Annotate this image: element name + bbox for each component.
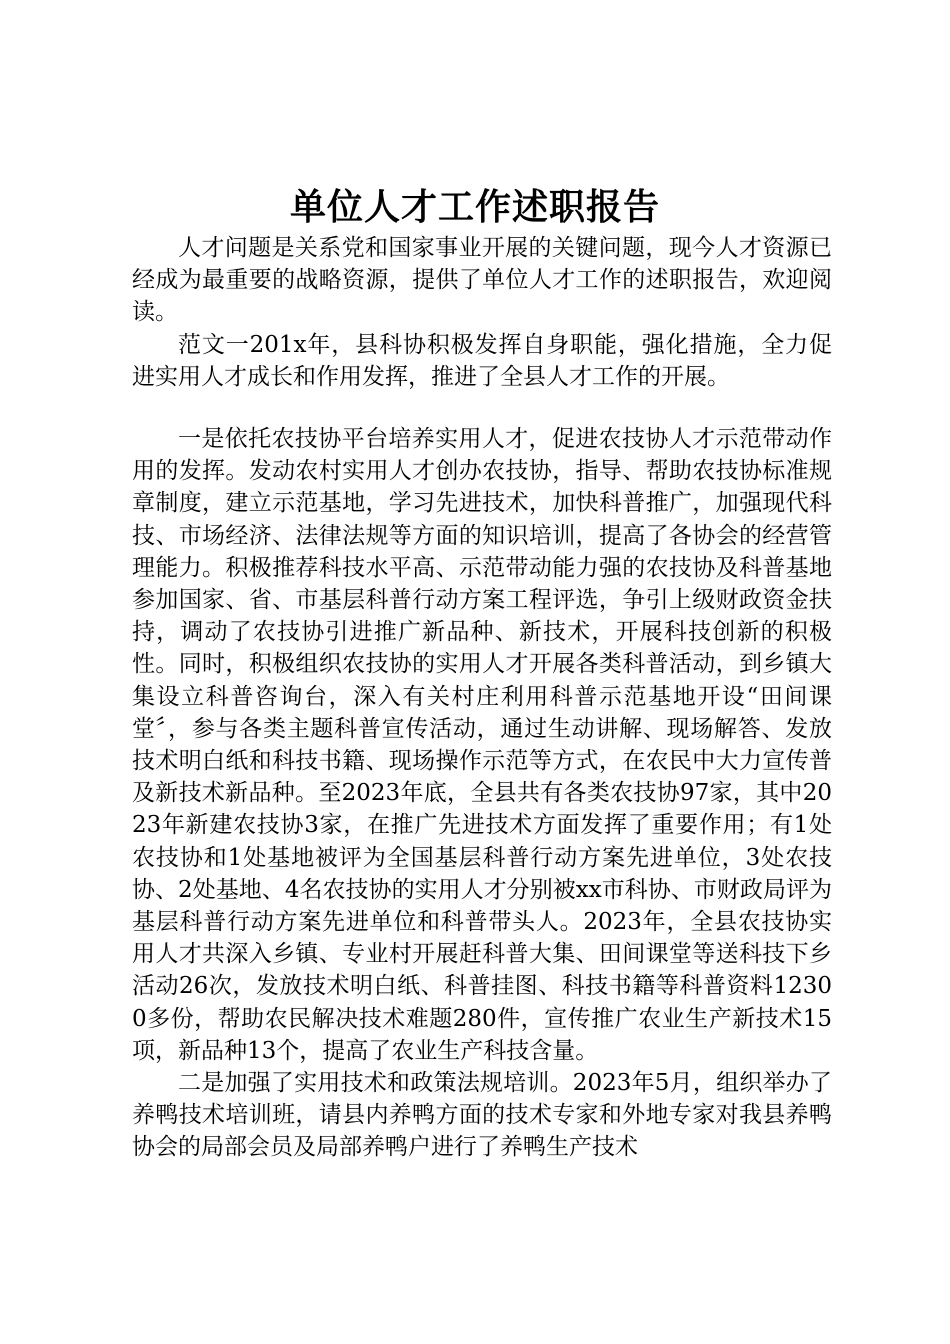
page-title: 单位人才工作述职报告	[289, 186, 660, 228]
summary-paragraph: 范文一201x年，县科协积极发挥自身职能，强化措施，全力促进实用人才成长和作用发挥，推进了全县人才工作的开展。	[132, 331, 832, 390]
document-body	[132, 232, 832, 1164]
section-two-paragraph: 二是加强了实用技术和政策法规培训。2023年5月，组织举办了养鸭技术培训班，请县内养鸭方面的技术专家和外地专家对我县养鸭协会的局部会员及局部养鸭户进行了养鸭生产技术	[132, 1070, 832, 1161]
paragraph-spacer	[132, 393, 832, 423]
section-one-paragraph: 一是依托农技协平台培养实用人才，促进农技协人才示范带动作用的发挥。发动农村实用人才创办农技协，指导、帮助农技协标准规章制度，建立示范基地，学习先进技术，加快科普推广，加强现代科技、市场经济、法律法规等方面的知识培训，提高了各协会的经营管理能力。积极推荐科技水平高、示范带动能力强的农技协及科普基地参加国家、省、市基层科普行动方案工程评选，争引上级财政资金扶持，调动了农技协引进推广新品种、新技术，开展科技创新的积极性。同时，积极组织农技协的实用人才开展各类科普活动，到乡镇大集设立科普咨询台，深入有关村庄利用科普示范基地开设“田间课堂〞，参与各类主题科普宣传活动，通过生动讲解、现场解答、发放技术明白纸和科技书籍、现场操作示范等方式，在农民中大力宣传普及新技术新品种。至2023年底，全县共有各类农技协97家，其中2023年新建农技协3家，在推广先进技术方面发挥了重要作用；有1处农技协和1处基地被评为全国基层科普行动方案先进单位，3处农技协、2处基地、4名农技协的实用人才分别被xx市科协、市财政局评为基层科普行动方案先进单位和科普带头人。2023年，全县农技协实用人才共深入乡镇、专业村开展赶科普大集、田间课堂等送科技下乡活动26次，发放技术明白纸、科普挂图、科技书籍等科普资料12300多份，帮助农民解决技术难题280件，宣传推广农业生产新技术15项，新品种13个，提高了农业生产科技含量。	[132, 426, 832, 1064]
intro-paragraph: 人才问题是关系党和国家事业开展的关键问题，现今人才资源已经成为最重要的战略资源，提供了单位人才工作的述职报告，欢迎阅读。	[132, 235, 832, 326]
